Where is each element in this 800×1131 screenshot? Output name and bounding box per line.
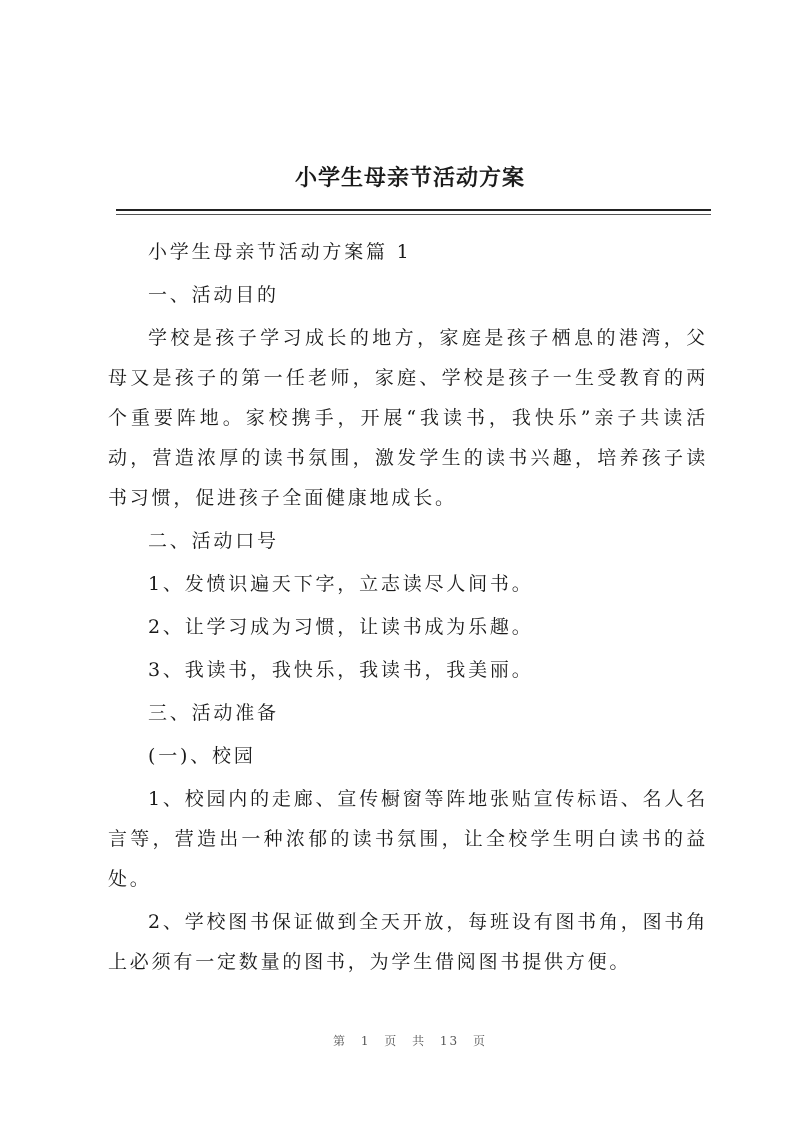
section-heading: 一、活动目的 [148, 284, 279, 306]
section-heading: 三、活动准备 [148, 702, 279, 724]
list-item: 3、我读书，我快乐，我读书，我美丽。 [148, 659, 534, 681]
list-item: 1、发愤识遍天下字，立志读尽人间书。 [148, 573, 534, 595]
section-heading: 小学生母亲节活动方案篇 1 [148, 241, 412, 263]
subsection-heading: (一)、校园 [148, 745, 256, 767]
body-paragraph: 学校是孩子学习成长的地方，家庭是孩子栖息的港湾，父母又是孩子的第一任老师，家庭、学校是孩子一生受教育的两个重要阵地。家校携手，开展“我读书，我快乐”亲子共读活动，营造浓厚的读书氛围，激发学生的读书兴趣，培养孩子读书习惯，促进孩子全面健康地成长。 [108, 327, 708, 509]
title-underline-secondary [116, 214, 711, 215]
body-paragraph: 2、学校图书保证做到全天开放，每班设有图书角，图书角上必须有一定数量的图书，为学生借阅图书提供方便。 [108, 911, 708, 973]
document-body [108, 232, 708, 982]
document-title: 小学生母亲节活动方案 [294, 165, 525, 191]
section-heading: 二、活动口号 [148, 530, 279, 552]
body-paragraph: 1、校园内的走廊、宣传橱窗等阵地张贴宣传标语、名人名言等，营造出一种浓郁的读书氛围，让全校学生明白读书的益处。 [108, 788, 708, 890]
title-underline [116, 209, 711, 211]
list-item: 2、让学习成为习惯，让读书成为乐趣。 [148, 616, 534, 638]
page-number-footer: 第 1 页 共 13 页 [333, 1034, 487, 1048]
